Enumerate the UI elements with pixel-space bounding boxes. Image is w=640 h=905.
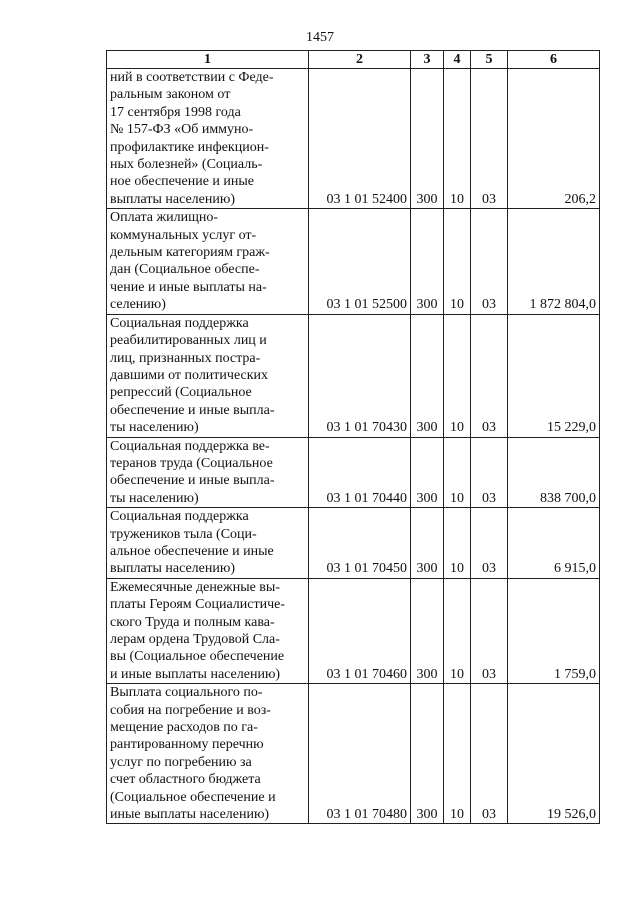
row-col3: 300 xyxy=(411,508,444,579)
row-description: Ежемесячные денежные вы- платы Героям Социалистиче- ского Труда и полным кава- лерам ордена Трудовой Сла- вы (Социальное обеспечение и иные выплаты населению) xyxy=(107,578,309,683)
row-col4: 10 xyxy=(444,209,471,314)
row-col4: 10 xyxy=(444,684,471,824)
row-col5: 03 xyxy=(471,437,508,508)
row-amount: 1 759,0 xyxy=(508,578,600,683)
page-number: 1457 xyxy=(306,30,334,45)
row-col3: 300 xyxy=(411,69,444,209)
row-code: 03 1 01 52400 xyxy=(309,69,411,209)
table-row xyxy=(107,437,600,508)
row-description: ний в соответствии с Феде- ральным законом от 17 сентября 1998 года № 157-ФЗ «Об иммуно- профилактике инфекцион- ных болезней» (Социаль- ное обеспечение и иные выплаты населению) xyxy=(107,69,309,209)
header-row xyxy=(107,51,600,69)
row-col5: 03 xyxy=(471,314,508,437)
table-row xyxy=(107,314,600,437)
row-code: 03 1 01 70480 xyxy=(309,684,411,824)
row-col5: 03 xyxy=(471,69,508,209)
row-col5: 03 xyxy=(471,684,508,824)
table-row xyxy=(107,684,600,824)
row-description: Оплата жилищно- коммунальных услуг от- дельным категориям граж- дан (Социальное обеспе- чение и иные выплаты на- селению) xyxy=(107,209,309,314)
header-col-6: 6 xyxy=(508,51,600,69)
row-code: 03 1 01 52500 xyxy=(309,209,411,314)
row-col5: 03 xyxy=(471,578,508,683)
row-col4: 10 xyxy=(444,314,471,437)
row-amount: 838 700,0 xyxy=(508,437,600,508)
row-col5: 03 xyxy=(471,508,508,579)
row-code: 03 1 01 70460 xyxy=(309,578,411,683)
row-amount: 15 229,0 xyxy=(508,314,600,437)
header-col-2: 2 xyxy=(309,51,411,69)
table-row xyxy=(107,69,600,209)
table-body xyxy=(107,69,600,824)
row-col3: 300 xyxy=(411,684,444,824)
row-amount: 19 526,0 xyxy=(508,684,600,824)
row-code: 03 1 01 70440 xyxy=(309,437,411,508)
header-col-5: 5 xyxy=(471,51,508,69)
header-col-3: 3 xyxy=(411,51,444,69)
table-header xyxy=(107,51,600,69)
row-col3: 300 xyxy=(411,437,444,508)
row-col4: 10 xyxy=(444,578,471,683)
table-row xyxy=(107,508,600,579)
row-amount: 6 915,0 xyxy=(508,508,600,579)
row-description: Выплата социального по- собия на погребение и воз- мещение расходов по га- рантированному перечню услуг по погребению за счет областного бюджета (Социальное обеспечение и иные выплаты населению) xyxy=(107,684,309,824)
row-col4: 10 xyxy=(444,437,471,508)
header-col-4: 4 xyxy=(444,51,471,69)
row-amount: 1 872 804,0 xyxy=(508,209,600,314)
header-col-1: 1 xyxy=(107,51,309,69)
row-col4: 10 xyxy=(444,508,471,579)
row-col3: 300 xyxy=(411,578,444,683)
row-code: 03 1 01 70450 xyxy=(309,508,411,579)
row-description: Социальная поддержка реабилитированных лиц и лиц, признанных постра- давшими от политических репрессий (Социальное обеспечение и иные выпла- ты населению) xyxy=(107,314,309,437)
row-col5: 03 xyxy=(471,209,508,314)
table-row xyxy=(107,209,600,314)
table-row xyxy=(107,578,600,683)
row-col3: 300 xyxy=(411,209,444,314)
budget-table xyxy=(106,50,600,824)
row-code: 03 1 01 70430 xyxy=(309,314,411,437)
row-col4: 10 xyxy=(444,69,471,209)
row-description: Социальная поддержка ве- теранов труда (Социальное обеспечение и иные выпла- ты населению) xyxy=(107,437,309,508)
row-amount: 206,2 xyxy=(508,69,600,209)
row-col3: 300 xyxy=(411,314,444,437)
row-description: Социальная поддержка тружеников тыла (Соци- альное обеспечение и иные выплаты населению) xyxy=(107,508,309,579)
